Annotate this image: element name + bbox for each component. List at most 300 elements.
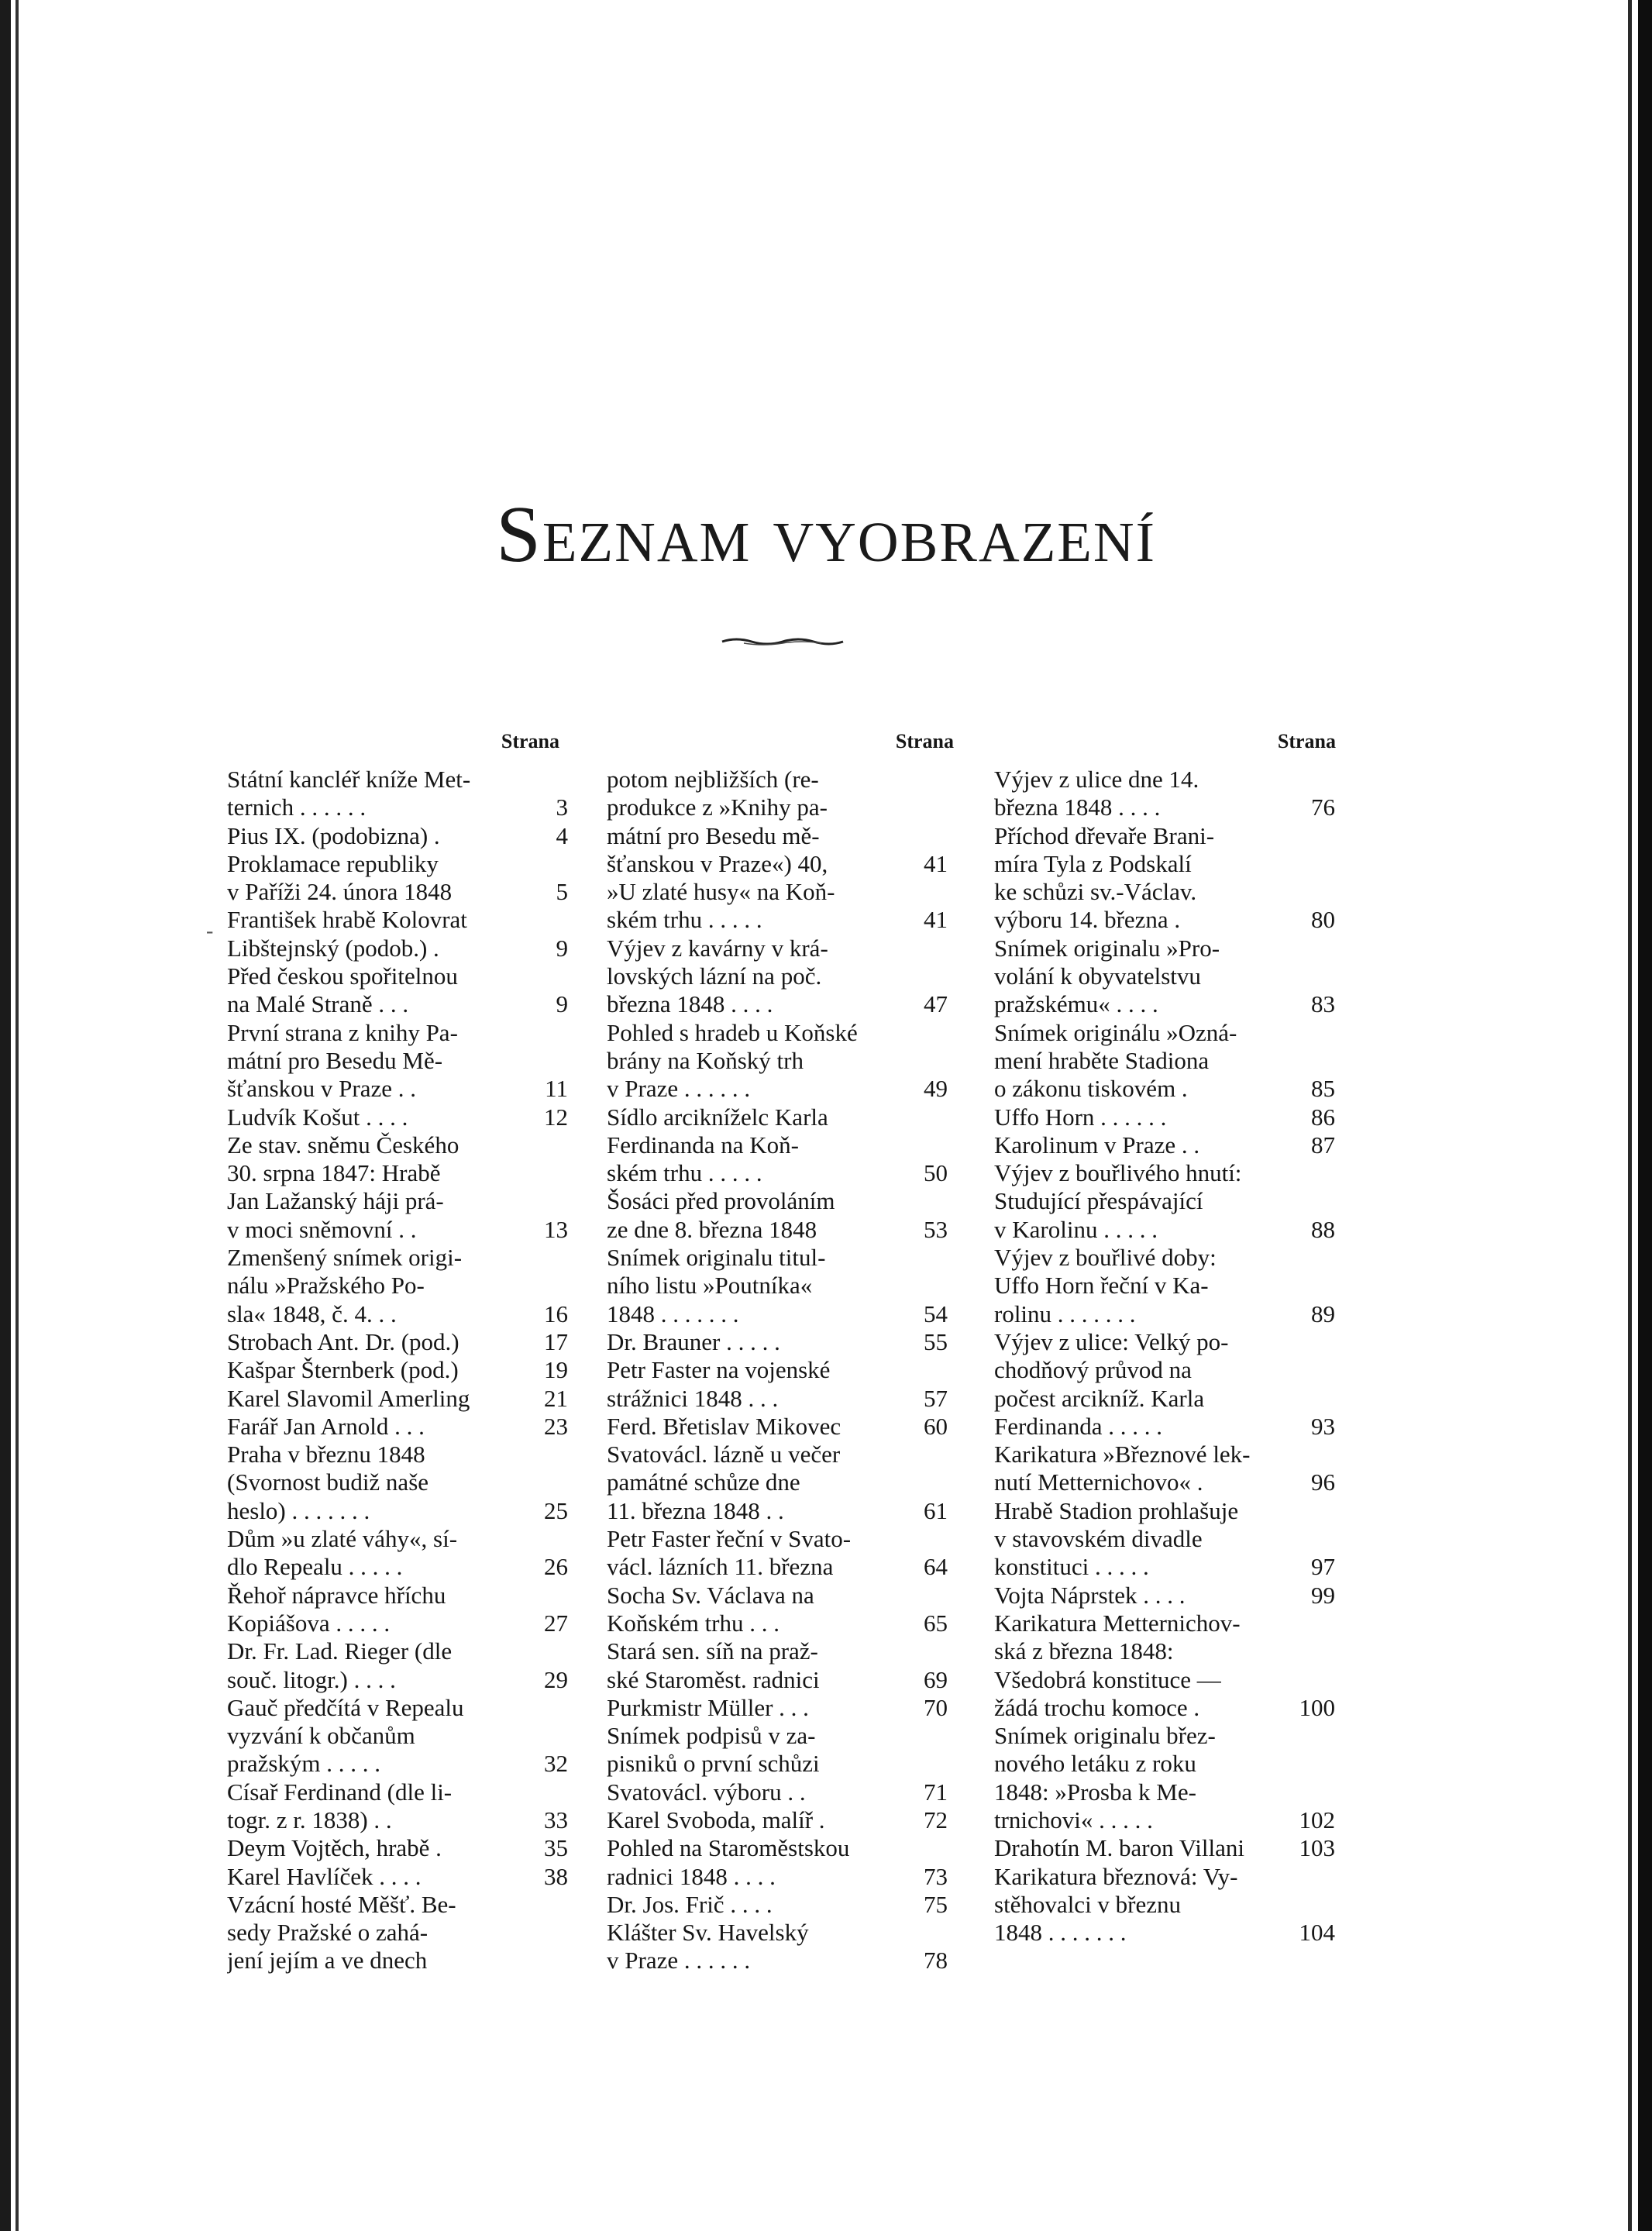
entry-page-number xyxy=(1295,1356,1335,1384)
entry-page-number: 57 xyxy=(924,1384,948,1412)
index-entry xyxy=(994,1891,1335,1919)
entry-text: Svatovácl. lázně u večer xyxy=(607,1441,841,1468)
index-column-1 xyxy=(227,766,568,1975)
index-entry xyxy=(227,878,568,906)
entry-page-number: 33 xyxy=(544,1806,568,1833)
index-entry xyxy=(607,878,948,906)
entry-text: mátní pro Besedu Mě- xyxy=(227,1046,443,1074)
entry-text: ke schůzi sv.-Václav. xyxy=(994,878,1197,906)
entry-page-number: 80 xyxy=(1311,906,1335,934)
index-entry xyxy=(227,1047,568,1075)
index-entry xyxy=(994,1919,1335,1947)
entry-text: Koňském trhu . . . xyxy=(607,1609,780,1637)
entry-text: Purkmistr Müller . . . xyxy=(607,1693,809,1721)
index-entry xyxy=(227,1553,568,1581)
index-entry xyxy=(227,766,568,794)
entry-text: potom nejbližších (re- xyxy=(607,766,819,793)
index-entry xyxy=(994,1468,1335,1496)
index-column-3 xyxy=(994,766,1335,1947)
entry-text: pražským . . . . . xyxy=(227,1750,381,1778)
entry-page-number xyxy=(1295,1047,1335,1075)
entry-text: šťanskou v Praze . . xyxy=(227,1075,416,1103)
entry-text: Studující přespávající xyxy=(994,1187,1203,1215)
index-entry xyxy=(607,850,948,878)
entry-text: 11. března 1848 . . xyxy=(607,1496,784,1524)
entry-page-number xyxy=(907,1187,948,1215)
index-entry xyxy=(227,1891,568,1919)
entry-text: radnici 1848 . . . . xyxy=(607,1862,776,1890)
entry-text: 1848: »Prosba k Me- xyxy=(994,1778,1196,1806)
entry-page-number xyxy=(907,1722,948,1750)
entry-text: Výjev z ulice dne 14. xyxy=(994,766,1199,793)
index-entry xyxy=(607,822,948,850)
entry-page-number: 102 xyxy=(1299,1806,1335,1833)
entry-page-number xyxy=(907,1131,948,1159)
entry-text: Jan Lažanský háji prá- xyxy=(227,1187,444,1215)
entry-text: Karikatura Metternichov- xyxy=(994,1609,1241,1637)
entry-text: ního listu »Poutníka« xyxy=(607,1272,813,1300)
entry-page-number xyxy=(1295,1610,1335,1637)
entry-page-number xyxy=(907,1468,948,1496)
entry-page-number xyxy=(528,1468,568,1496)
entry-page-number: 12 xyxy=(544,1103,568,1131)
index-entry xyxy=(227,1582,568,1610)
index-entry xyxy=(607,1413,948,1441)
entry-page-number: 83 xyxy=(1311,990,1335,1018)
index-entry xyxy=(607,1919,948,1947)
index-entry xyxy=(227,1834,568,1862)
index-entry xyxy=(994,1497,1335,1525)
index-entry xyxy=(994,906,1335,934)
entry-page-number xyxy=(528,1582,568,1610)
entry-text: mení hraběte Stadiona xyxy=(994,1046,1210,1074)
index-entry xyxy=(994,1413,1335,1441)
scan-edge-left-inner xyxy=(15,0,19,2231)
entry-page-number xyxy=(1295,1441,1335,1468)
index-entry xyxy=(994,1131,1335,1159)
entry-text: Zmenšený snímek origi- xyxy=(227,1244,463,1272)
entry-text: konstituci . . . . . xyxy=(994,1553,1149,1581)
entry-page-number xyxy=(528,1131,568,1159)
entry-page-number xyxy=(1295,878,1335,906)
entry-text: v stavovském divadle xyxy=(994,1525,1203,1553)
entry-text: ze dne 8. března 1848 xyxy=(607,1215,817,1243)
index-entry xyxy=(227,794,568,821)
entry-text: 1848 . . . . . . . xyxy=(994,1919,1127,1947)
entry-page-number xyxy=(1295,1750,1335,1778)
index-entry xyxy=(994,1553,1335,1581)
entry-page-number xyxy=(528,1019,568,1047)
entry-text: Kopiášova . . . . . xyxy=(227,1609,391,1637)
index-entry xyxy=(994,1806,1335,1834)
entry-page-number xyxy=(528,1778,568,1806)
entry-page-number xyxy=(1295,1666,1335,1694)
entry-text: produkce z »Knihy pa- xyxy=(607,794,828,821)
entry-page-number: 87 xyxy=(1311,1131,1335,1159)
entry-page-number: 96 xyxy=(1311,1468,1335,1496)
entry-text: března 1848 . . . . xyxy=(994,794,1161,821)
entry-text: v Praze . . . . . . xyxy=(607,1075,751,1103)
entry-page-number: 35 xyxy=(544,1834,568,1862)
entry-text: sla« 1848, č. 4. . . xyxy=(227,1300,397,1327)
index-entry xyxy=(994,1356,1335,1384)
entry-text: Vojta Náprstek . . . . xyxy=(994,1581,1186,1609)
entry-text: volání k obyvatelstvu xyxy=(994,962,1201,990)
entry-text: Sídlo arcikníželc Karla xyxy=(607,1103,828,1131)
index-entry xyxy=(994,1047,1335,1075)
index-entry xyxy=(994,1385,1335,1413)
entry-text: Praha v březnu 1848 xyxy=(227,1441,425,1468)
index-entry xyxy=(607,1441,948,1468)
entry-text: pražskému« . . . . xyxy=(994,990,1158,1018)
entry-text: Karel Havlíček . . . . xyxy=(227,1862,422,1890)
index-column-2 xyxy=(607,766,948,1975)
entry-page-number: 71 xyxy=(924,1778,948,1806)
page-title: Seznam vyobrazení xyxy=(496,490,1156,579)
index-entry xyxy=(994,766,1335,794)
index-entry xyxy=(607,1131,948,1159)
entry-page-number: 76 xyxy=(1311,794,1335,821)
entry-text: Dr. Fr. Lad. Rieger (dle xyxy=(227,1637,453,1665)
entry-text: v moci sněmovní . . xyxy=(227,1215,417,1243)
entry-text: František hrabě Kolovrat xyxy=(227,906,467,934)
index-entry xyxy=(227,1328,568,1356)
index-entry xyxy=(994,990,1335,1018)
index-entry xyxy=(227,1131,568,1159)
entry-page-number xyxy=(907,766,948,794)
entry-page-number: 26 xyxy=(544,1553,568,1581)
entry-page-number xyxy=(1295,1497,1335,1525)
index-entry xyxy=(607,906,948,934)
index-entry xyxy=(607,1187,948,1215)
entry-page-number: 73 xyxy=(924,1862,948,1890)
entry-text: v Paříži 24. února 1848 xyxy=(227,878,453,906)
entry-page-number: 86 xyxy=(1311,1103,1335,1131)
entry-page-number: 88 xyxy=(1311,1215,1335,1243)
entry-text: na Malé Straně . . . xyxy=(227,990,409,1018)
index-entry xyxy=(994,1019,1335,1047)
entry-text: výboru 14. března . xyxy=(994,906,1181,934)
entry-page-number xyxy=(528,1441,568,1468)
index-entry xyxy=(607,1722,948,1750)
entry-page-number: 85 xyxy=(1311,1075,1335,1103)
entry-text: Dr. Jos. Frič . . . . xyxy=(607,1890,773,1918)
entry-page-number: 70 xyxy=(924,1693,948,1721)
entry-page-number xyxy=(907,1244,948,1272)
index-entry xyxy=(607,1244,948,1272)
entry-text: Petr Faster na vojenské xyxy=(607,1356,831,1384)
index-entry xyxy=(227,822,568,850)
entry-page-number xyxy=(1295,1159,1335,1187)
entry-page-number xyxy=(528,1047,568,1075)
entry-page-number: 72 xyxy=(924,1806,948,1833)
entry-text: Snímek originalu »Pro- xyxy=(994,934,1220,962)
entry-text: Ferdinanda . . . . . xyxy=(994,1412,1162,1440)
index-entry xyxy=(607,794,948,821)
index-entry xyxy=(994,1722,1335,1750)
index-entry xyxy=(607,1694,948,1722)
index-entry xyxy=(607,1075,948,1103)
entry-text: lovských lázní na poč. xyxy=(607,962,822,990)
entry-page-number xyxy=(907,1356,948,1384)
entry-page-number xyxy=(528,962,568,990)
index-entry xyxy=(994,1694,1335,1722)
index-entry xyxy=(994,878,1335,906)
entry-page-number xyxy=(907,1919,948,1947)
entry-page-number xyxy=(907,1637,948,1665)
entry-text: Snímek podpisů v za- xyxy=(607,1722,816,1750)
index-entry xyxy=(607,1019,948,1047)
entry-page-number xyxy=(907,1019,948,1047)
entry-page-number xyxy=(1295,822,1335,850)
index-entry xyxy=(607,962,948,990)
entry-page-number: 93 xyxy=(1311,1412,1335,1440)
entry-page-number xyxy=(907,1750,948,1778)
entry-text: Státní kancléř kníže Met- xyxy=(227,766,471,793)
entry-page-number xyxy=(907,1103,948,1131)
entry-page-number: 49 xyxy=(924,1075,948,1103)
entry-text: Drahotín M. baron Villani xyxy=(994,1834,1245,1862)
entry-page-number xyxy=(528,1919,568,1947)
entry-page-number xyxy=(1295,1891,1335,1919)
index-entry xyxy=(994,1272,1335,1300)
index-entry xyxy=(607,1272,948,1300)
index-entry xyxy=(227,1497,568,1525)
entry-text: Karolinum v Praze . . xyxy=(994,1131,1200,1159)
index-entry xyxy=(994,1610,1335,1637)
entry-text: Stará sen. síň na praž- xyxy=(607,1637,818,1665)
entry-text: Šosáci před provoláním xyxy=(607,1187,835,1215)
entry-page-number xyxy=(528,1891,568,1919)
entry-page-number xyxy=(528,1637,568,1665)
index-entry xyxy=(607,1497,948,1525)
entry-text: března 1848 . . . . xyxy=(607,990,773,1018)
entry-page-number: 97 xyxy=(1311,1553,1335,1581)
entry-text: šťanskou v Praze«) 40, xyxy=(607,849,828,877)
index-entry xyxy=(607,1863,948,1891)
entry-text: sedy Pražské o zahá- xyxy=(227,1919,428,1947)
entry-text: Uffo Horn řeční v Ka- xyxy=(994,1272,1209,1300)
entry-page-number: 25 xyxy=(544,1496,568,1524)
index-entry xyxy=(227,1722,568,1750)
entry-page-number: 64 xyxy=(924,1553,948,1581)
entry-page-number xyxy=(528,906,568,934)
index-entry xyxy=(227,962,568,990)
entry-text: Petr Faster řeční v Svato- xyxy=(607,1525,852,1553)
index-entry xyxy=(607,935,948,962)
index-entry xyxy=(994,1863,1335,1891)
entry-page-number: 69 xyxy=(924,1665,948,1693)
entry-page-number: 4 xyxy=(556,821,568,849)
entry-text: václ. lázních 11. března xyxy=(607,1553,834,1581)
index-entry xyxy=(607,1103,948,1131)
index-entry xyxy=(227,990,568,1018)
entry-text: Karel Slavomil Amerling xyxy=(227,1384,470,1412)
entry-page-number: 13 xyxy=(544,1215,568,1243)
entry-text: ská z března 1848: xyxy=(994,1637,1174,1665)
entry-text: nového letáku z roku xyxy=(994,1750,1196,1778)
index-entry xyxy=(227,1159,568,1187)
entry-text: Příchod dřevaře Brani- xyxy=(994,821,1215,849)
entry-text: míra Tyla z Podskalí xyxy=(994,849,1192,877)
entry-text: vyzvání k občanům xyxy=(227,1722,415,1750)
index-entry xyxy=(607,1891,948,1919)
entry-page-number xyxy=(1295,935,1335,962)
entry-text: Hrabě Stadion prohlašuje xyxy=(994,1496,1239,1524)
index-entry xyxy=(607,1159,948,1187)
entry-text: souč. litogr.) . . . . xyxy=(227,1665,396,1693)
index-entry xyxy=(994,935,1335,962)
entry-text: Libštejnský (podob.) . xyxy=(227,934,439,962)
entry-page-number xyxy=(907,794,948,821)
index-entry xyxy=(227,1075,568,1103)
entry-text: Ferd. Břetislav Mikovec xyxy=(607,1412,841,1440)
index-entry xyxy=(607,1947,948,1975)
entry-page-number: 47 xyxy=(924,990,948,1018)
entry-page-number: 5 xyxy=(556,878,568,906)
entry-page-number xyxy=(907,1582,948,1610)
entry-page-number: 54 xyxy=(924,1300,948,1327)
entry-text: památné schůze dne xyxy=(607,1468,800,1496)
entry-text: Socha Sv. Václava na xyxy=(607,1581,814,1609)
entry-text: dlo Repealu . . . . . xyxy=(227,1553,403,1581)
index-entry xyxy=(227,1216,568,1244)
index-entry xyxy=(607,1553,948,1581)
entry-page-number xyxy=(528,850,568,878)
entry-page-number: 32 xyxy=(544,1750,568,1778)
entry-text: Výjev z bouřlivé doby: xyxy=(994,1244,1217,1272)
index-entry xyxy=(607,1834,948,1862)
index-entry xyxy=(994,850,1335,878)
index-entry xyxy=(607,990,948,1018)
entry-text: Gauč předčítá v Repealu xyxy=(227,1693,464,1721)
index-entry xyxy=(227,1525,568,1553)
entry-text: ském trhu . . . . . xyxy=(607,1159,762,1187)
index-entry xyxy=(607,766,948,794)
index-entry xyxy=(227,1272,568,1300)
entry-text: Strobach Ant. Dr. (pod.) xyxy=(227,1327,459,1355)
index-entry xyxy=(227,1244,568,1272)
entry-text: Ze stav. sněmu Českého xyxy=(227,1131,459,1159)
entry-text: První strana z knihy Pa- xyxy=(227,1018,458,1046)
entry-page-number xyxy=(528,1525,568,1553)
entry-text: v Karolinu . . . . . xyxy=(994,1215,1158,1243)
entry-text: »U zlaté husy« na Koň- xyxy=(607,878,835,906)
scan-edge-right-inner xyxy=(1628,0,1632,2231)
entry-page-number: 61 xyxy=(924,1496,948,1524)
entry-text: Všedobrá konstituce — xyxy=(994,1665,1221,1693)
index-entry xyxy=(607,1300,948,1328)
index-entry xyxy=(227,1103,568,1131)
entry-page-number: 19 xyxy=(544,1356,568,1384)
index-entry xyxy=(227,1750,568,1778)
entry-page-number xyxy=(907,1834,948,1862)
entry-text: Svatovácl. výboru . . xyxy=(607,1778,806,1806)
entry-page-number: 99 xyxy=(1311,1581,1335,1609)
index-entry xyxy=(227,1666,568,1694)
index-entry xyxy=(227,850,568,878)
entry-text: Vzácní hosté Měšť. Be- xyxy=(227,1890,456,1918)
entry-text: Řehoř nápravce hříchu xyxy=(227,1581,446,1609)
entry-text: Uffo Horn . . . . . . xyxy=(994,1103,1167,1131)
index-entry xyxy=(227,1863,568,1891)
entry-page-number xyxy=(1295,1272,1335,1300)
entry-page-number xyxy=(1295,1187,1335,1215)
entry-page-number: 17 xyxy=(544,1327,568,1355)
entry-page-number xyxy=(1295,850,1335,878)
entry-text: Snímek originalu břez- xyxy=(994,1722,1216,1750)
entry-page-number xyxy=(528,1244,568,1272)
entry-page-number: 104 xyxy=(1299,1919,1335,1947)
entry-page-number xyxy=(528,1272,568,1300)
entry-text: Snímek originálu »Ozná- xyxy=(994,1018,1237,1046)
entry-page-number: 38 xyxy=(544,1862,568,1890)
entry-text: ské Staroměst. radnici xyxy=(607,1665,820,1693)
index-entry xyxy=(994,1328,1335,1356)
entry-text: jení jejím a ve dnech xyxy=(227,1947,428,1975)
entry-page-number: 3 xyxy=(556,794,568,821)
index-entry xyxy=(994,1834,1335,1862)
entry-page-number: 100 xyxy=(1299,1693,1335,1721)
index-entry xyxy=(227,1385,568,1413)
index-entry xyxy=(227,1468,568,1496)
index-entry xyxy=(227,1441,568,1468)
entry-page-number xyxy=(1295,1019,1335,1047)
index-entry xyxy=(994,1244,1335,1272)
entry-text: v Praze . . . . . . xyxy=(607,1947,751,1975)
entry-page-number xyxy=(907,1525,948,1553)
entry-text: trnichovi« . . . . . xyxy=(994,1806,1153,1833)
entry-page-number xyxy=(907,935,948,962)
entry-page-number xyxy=(907,1047,948,1075)
index-entry xyxy=(227,1610,568,1637)
entry-text: strážnici 1848 . . . xyxy=(607,1384,779,1412)
entry-text: Pius IX. (podobizna) . xyxy=(227,821,440,849)
index-entry xyxy=(227,935,568,962)
entry-page-number xyxy=(1295,1328,1335,1356)
entry-page-number xyxy=(1295,1525,1335,1553)
entry-text: ském trhu . . . . . xyxy=(607,906,762,934)
index-entry xyxy=(607,1778,948,1806)
entry-text: Kašpar Šternberk (pod.) xyxy=(227,1356,459,1384)
entry-page-number xyxy=(907,962,948,990)
entry-text: (Svornost budiž naše xyxy=(227,1468,429,1496)
index-entry xyxy=(994,1103,1335,1131)
entry-page-number: 9 xyxy=(556,990,568,1018)
entry-text: Výjev z ulice: Velký po- xyxy=(994,1327,1229,1355)
entry-text: Pohled s hradeb u Koňské xyxy=(607,1018,858,1046)
entry-text: ternich . . . . . . xyxy=(227,794,367,821)
entry-text: rolinu . . . . . . . xyxy=(994,1300,1136,1327)
index-entry xyxy=(607,1328,948,1356)
index-entry xyxy=(227,1947,568,1975)
index-entry xyxy=(227,1694,568,1722)
entry-page-number xyxy=(907,1441,948,1468)
entry-text: Výjev z bouřlivého hnutí: xyxy=(994,1159,1242,1187)
entry-text: Karikatura březnová: Vy- xyxy=(994,1862,1238,1890)
index-entry xyxy=(607,1637,948,1665)
index-entry xyxy=(227,1637,568,1665)
index-entry xyxy=(994,1666,1335,1694)
index-entry xyxy=(607,1806,948,1834)
entry-page-number xyxy=(1295,962,1335,990)
entry-text: pisniků o první schůzi xyxy=(607,1750,820,1778)
index-entry xyxy=(227,906,568,934)
index-entry xyxy=(994,1075,1335,1103)
index-entry xyxy=(227,1919,568,1947)
scan-edge-right xyxy=(1638,0,1652,2231)
entry-text: počest arcikníž. Karla xyxy=(994,1384,1205,1412)
